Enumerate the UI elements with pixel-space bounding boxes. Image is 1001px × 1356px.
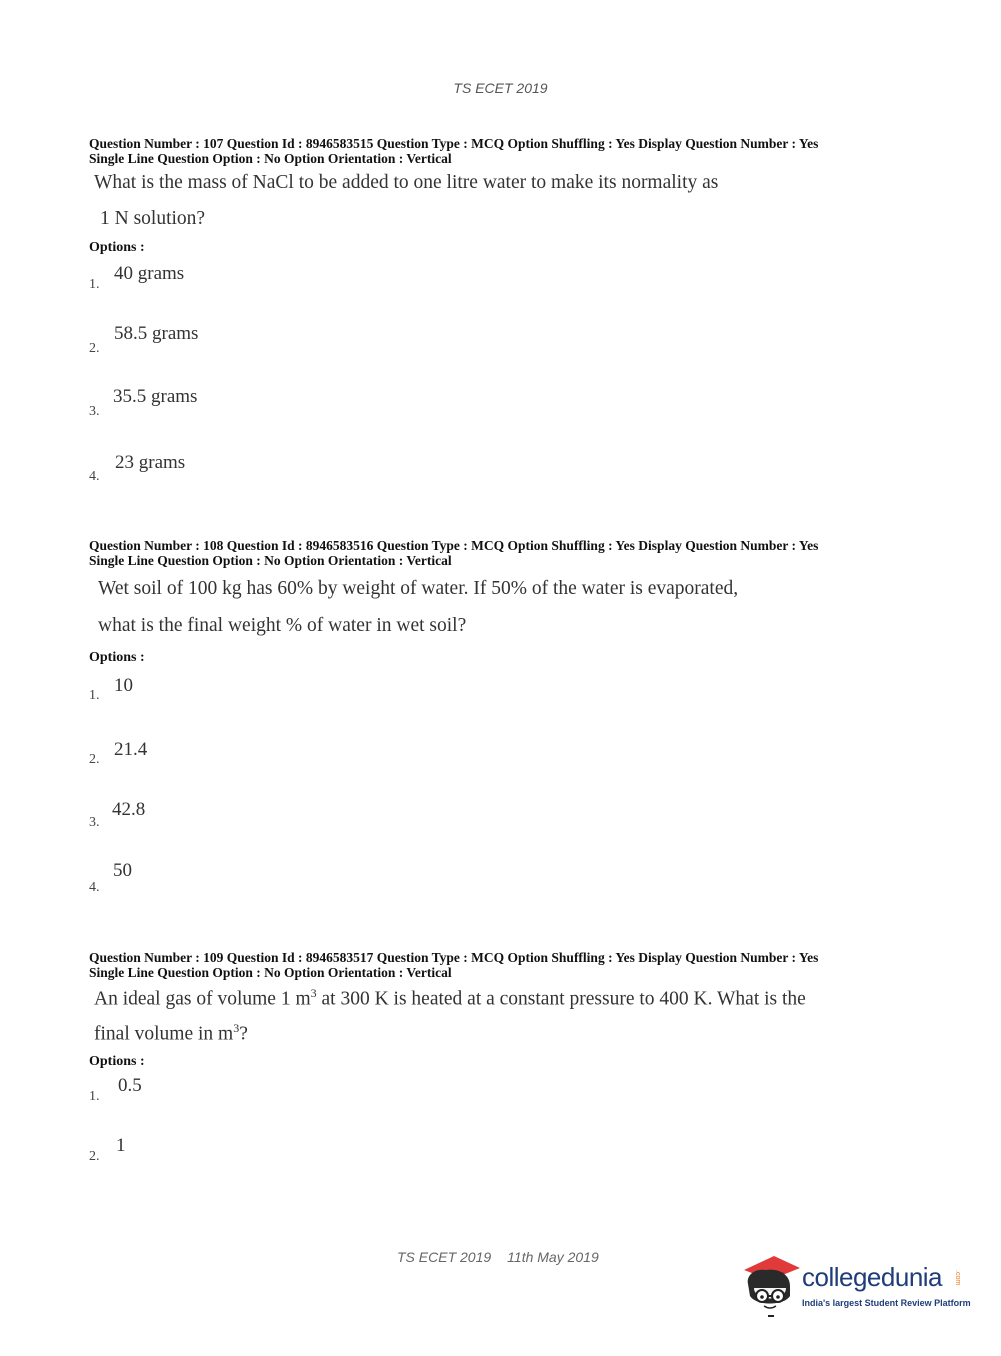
question-text-line-2: final volume in $m^3$? — [94, 1021, 248, 1045]
collegedunia-logo — [740, 1248, 980, 1320]
question-text-line-1: What is the mass of NaCl to be added to one litre water to make its normality as — [94, 172, 719, 193]
question-meta-line-1: Question Number : 109 Question Id : 8946583517 Question Type : MCQ Option Shuffling : Yes Display Question Number : Yes — [89, 950, 819, 965]
option-text: 50 — [113, 860, 132, 881]
option-text: 0.5 — [118, 1075, 142, 1096]
logo-domain: .com — [954, 1270, 961, 1286]
question-meta-line-2: Single Line Question Option : No Option Orientation : Vertical — [89, 965, 452, 980]
option-number: 4. — [89, 469, 100, 484]
option-number: 2. — [89, 752, 100, 767]
question-meta — [89, 950, 909, 980]
option-number: 4. — [89, 880, 100, 895]
logo-tagline: India's largest Student Review Platform — [802, 1298, 971, 1308]
option-number: 3. — [89, 404, 100, 419]
option-text: 42.8 — [112, 799, 146, 820]
option-text: 58.5 grams — [114, 323, 199, 344]
question-meta-line-1: Question Number : 107 Question Id : 8946583515 Question Type : MCQ Option Shuffling : Yes Display Question Number : Yes — [89, 136, 819, 151]
options-label: Options : — [89, 650, 145, 665]
question-text-line-1: Wet soil of 100 kg has 60% by weight of water. If 50% of the water is evaporated, — [98, 578, 739, 599]
mascot-icon — [740, 1248, 802, 1320]
question-text-line-1: An ideal gas of volume 1 $m^3$ at 300 K is heated at a constant pressure to 400 K. What is the — [94, 986, 806, 1010]
options-label: Options : — [89, 240, 145, 255]
option-text: 10 — [114, 675, 133, 696]
option-number: 2. — [89, 341, 100, 356]
option-number: 1. — [89, 1089, 100, 1104]
question-meta-line-1: Question Number : 108 Question Id : 8946583516 Question Type : MCQ Option Shuffling : Yes Display Question Number : Yes — [89, 538, 819, 553]
options-label: Options : — [89, 1054, 145, 1069]
option-text: 21.4 — [114, 739, 148, 760]
footer-exam: TS ECET 2019 — [397, 1249, 492, 1265]
question-meta-line-2: Single Line Question Option : No Option Orientation : Vertical — [89, 553, 452, 568]
page-footer — [397, 1249, 599, 1265]
question-text-line-2: what is the final weight % of water in wet soil? — [98, 615, 467, 636]
question-meta — [89, 136, 909, 166]
option-text: 35.5 grams — [113, 386, 198, 407]
logo-wordmark: collegedunia — [802, 1262, 943, 1292]
option-text: 40 grams — [114, 263, 185, 284]
option-number: 3. — [89, 815, 100, 830]
question-text-line-2: 1 N solution? — [100, 208, 206, 229]
footer-date: 11th May 2019 — [507, 1249, 599, 1265]
option-text: 23 grams — [115, 452, 186, 473]
option-number: 1. — [89, 688, 100, 703]
page-header: TS ECET 2019 — [453, 80, 548, 96]
option-number: 2. — [89, 1149, 100, 1164]
option-number: 1. — [89, 277, 100, 292]
question-meta-line-2: Single Line Question Option : No Option Orientation : Vertical — [89, 151, 452, 166]
option-text: 1 — [116, 1135, 126, 1156]
question-meta — [89, 538, 909, 568]
